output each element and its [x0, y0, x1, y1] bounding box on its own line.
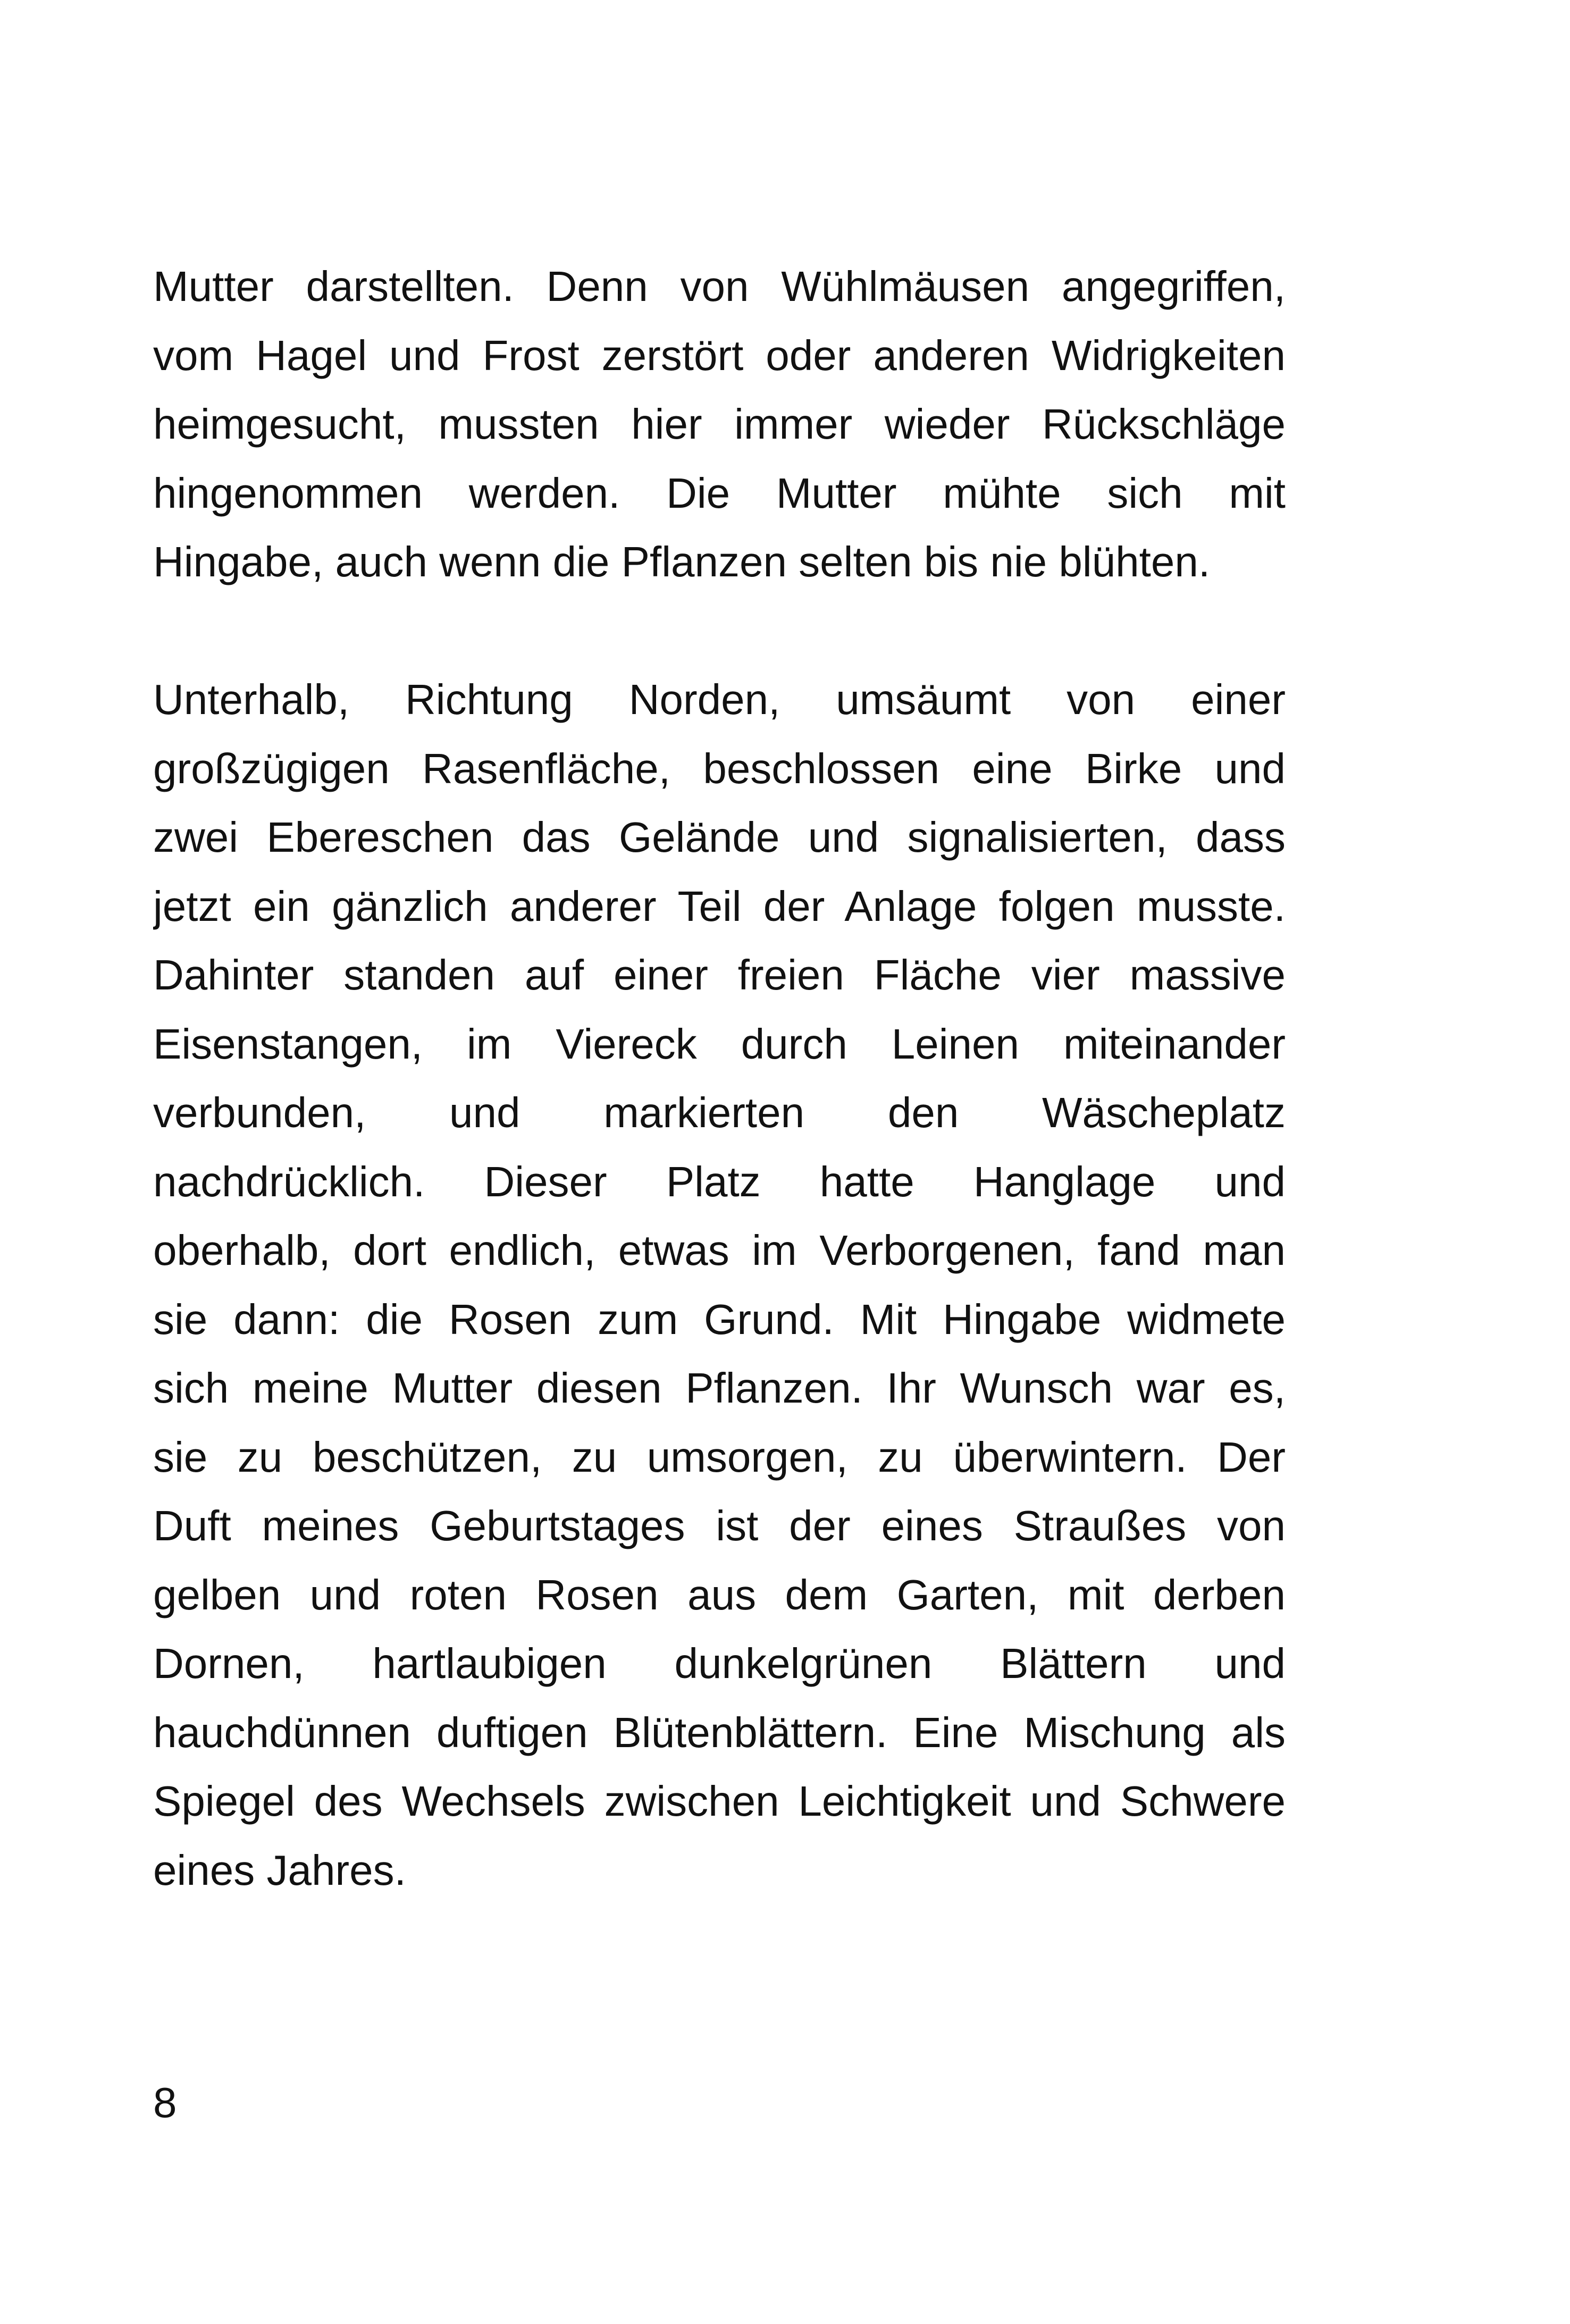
- text-line: Unterhalb, Richtung Norden, umsäumt von einer: [153, 676, 1286, 723]
- text-line: großzügigen Rasenfläche, beschlossen eine Birke und: [153, 744, 1286, 792]
- text-line: vom Hagel und Frost zerstört oder anderen Widrigkeiten: [153, 331, 1286, 379]
- text-line: eines Jahres.: [153, 1846, 406, 1894]
- text-line: sie dann: die Rosen zum Grund. Mit Hingabe widmete: [153, 1295, 1286, 1343]
- text-line: gelben und roten Rosen aus dem Garten, mit derben: [153, 1571, 1286, 1618]
- text-line: verbunden, und markierten den Wäscheplatz: [153, 1089, 1286, 1136]
- text-line: oberhalb, dort endlich, etwas im Verborgenen, fand man: [153, 1227, 1286, 1274]
- text-line: jetzt ein gänzlich anderer Teil der Anlage folgen musste.: [153, 882, 1286, 930]
- text-line: Hingabe, auch wenn die Pflanzen selten bis nie blühten.: [153, 538, 1211, 585]
- text-line: Mutter darstellten. Denn von Wühlmäusen angegriffen,: [153, 263, 1286, 310]
- text-line: Spiegel des Wechsels zwischen Leichtigkeit und Schwere: [153, 1777, 1286, 1825]
- text-line: sich meine Mutter diesen Pflanzen. Ihr Wunsch war es,: [153, 1364, 1286, 1412]
- text-line: Dahinter standen auf einer freien Fläche vier massive: [153, 951, 1286, 999]
- page-number: 8: [153, 2079, 177, 2126]
- text-line: Eisenstangen, im Viereck durch Leinen miteinander: [153, 1020, 1286, 1068]
- paragraph-1: [153, 252, 1286, 597]
- text-line: sie zu beschützen, zu umsorgen, zu überwintern. Der: [153, 1433, 1286, 1481]
- paragraph-2: [153, 665, 1286, 1904]
- text-line: hingenommen werden. Die Mutter mühte sich mit: [153, 469, 1286, 517]
- text-line: Duft meines Geburtstages ist der eines Straußes von: [153, 1502, 1286, 1549]
- text-line: heimgesucht, mussten hier immer wieder Rückschläge: [153, 400, 1286, 448]
- text-line: hauchdünnen duftigen Blütenblättern. Eine Mischung als: [153, 1708, 1286, 1756]
- text-line: zwei Ebereschen das Gelände und signalisierten, dass: [153, 813, 1286, 861]
- text-line: Dornen, hartlaubigen dunkelgrünen Blättern und: [153, 1640, 1286, 1687]
- text-line: nachdrücklich. Dieser Platz hatte Hanglage und: [153, 1157, 1286, 1205]
